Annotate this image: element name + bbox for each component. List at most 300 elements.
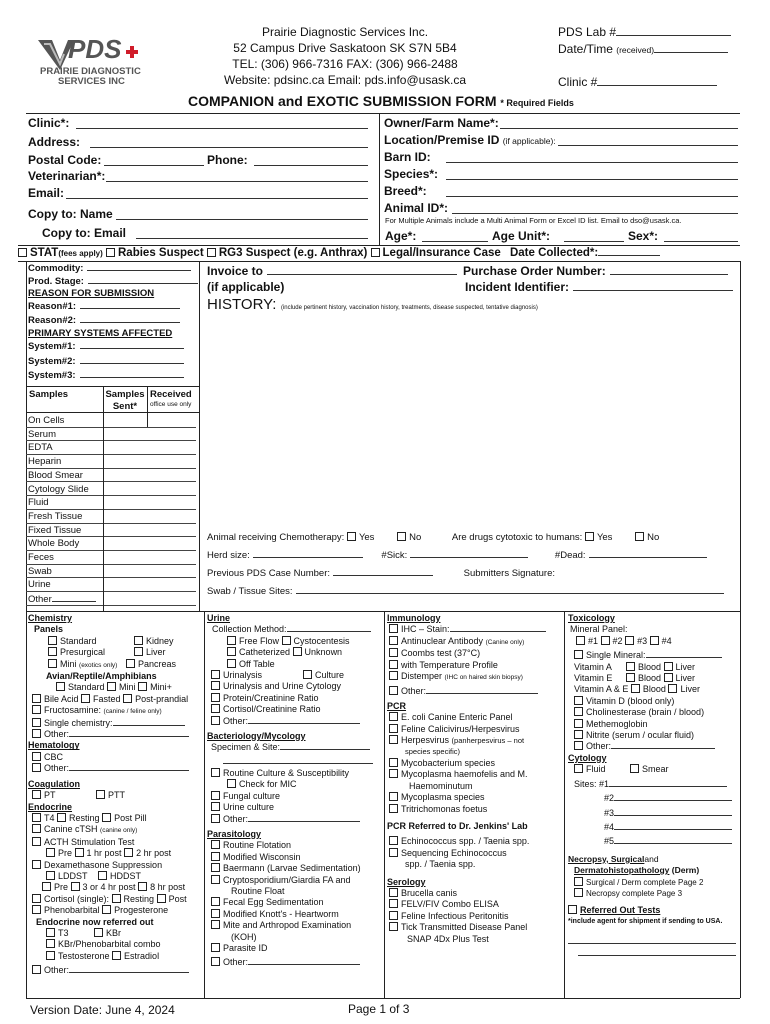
copy-name-field[interactable] — [116, 219, 368, 220]
logo-subtitle-1: PRAIRIE DIAGNOSTIC — [40, 66, 141, 77]
lab-number-field[interactable] — [616, 35, 731, 36]
sample-label: Whole Body — [28, 538, 80, 550]
immuno-other-field[interactable] — [426, 693, 538, 694]
systems-title: PRIMARY SYSTEMS AFFECTED — [28, 327, 173, 339]
dex-checkbox[interactable] — [32, 860, 41, 869]
system3-field[interactable] — [80, 377, 184, 378]
acth-2hr-checkbox[interactable] — [124, 848, 133, 857]
estradiol-checkbox[interactable] — [112, 951, 121, 960]
mineral1-label: #1 — [588, 635, 599, 646]
clinic-number-field[interactable] — [597, 85, 717, 86]
sample-row[interactable] — [26, 510, 196, 524]
vite-liver-label: Liver — [675, 673, 696, 684]
herpes-checkbox[interactable] — [389, 735, 398, 744]
t3-checkbox[interactable] — [46, 928, 55, 937]
hem-other-checkbox[interactable] — [32, 763, 41, 772]
prot-checkbox[interactable] — [211, 693, 220, 702]
immuno-other-checkbox[interactable] — [389, 686, 398, 695]
single-mineral-checkbox[interactable] — [574, 650, 583, 659]
specimen-label: Specimen & Site: — [211, 742, 281, 753]
referred-field-1[interactable] — [568, 926, 736, 944]
testo-label: Testosterone — [58, 950, 110, 961]
kbr-label: KBr — [106, 927, 122, 938]
fip-label: Feline Infectious Peritonitis — [401, 910, 509, 921]
acth-label: ACTH Stimulation Test — [44, 836, 135, 847]
seq-checkbox[interactable] — [389, 848, 398, 857]
mineral2-checkbox[interactable] — [601, 636, 610, 645]
dead-field[interactable] — [589, 557, 707, 558]
sample-row[interactable] — [26, 483, 196, 497]
prev-case-field[interactable] — [333, 575, 433, 576]
single-chem-field[interactable] — [113, 725, 185, 726]
chol-checkbox[interactable] — [574, 707, 583, 716]
acth-1hr-checkbox[interactable] — [75, 848, 84, 857]
location-field[interactable] — [558, 145, 738, 146]
chem-liver-checkbox[interactable] — [134, 647, 143, 656]
chem-other-field[interactable] — [69, 736, 189, 737]
system2-field[interactable] — [80, 363, 184, 364]
sample-label: Fixed Tissue — [28, 524, 82, 536]
surgical-label: Surgical / Derm complete Page 2 — [586, 877, 704, 887]
cytotoxic-yes-checkbox[interactable] — [585, 532, 594, 541]
seq-label-2: spp. / Taenia spp. — [405, 859, 476, 870]
ana-checkbox[interactable] — [389, 636, 398, 645]
baer-checkbox[interactable] — [211, 863, 220, 872]
echino-checkbox[interactable] — [389, 836, 398, 845]
baer-label: Baermann (Larvae Sedimentation) — [223, 863, 361, 874]
fluid-checkbox[interactable] — [574, 764, 583, 773]
fungal-checkbox[interactable] — [211, 791, 220, 800]
prog-checkbox[interactable] — [102, 905, 111, 914]
mineral-label: Mineral Panel: — [570, 624, 628, 635]
mite-checkbox[interactable] — [211, 920, 220, 929]
sample-row[interactable] — [26, 537, 196, 551]
avian-standard-checkbox[interactable] — [56, 682, 65, 691]
fecal-label: Fecal Egg Sedimentation — [223, 897, 324, 908]
rg3-checkbox[interactable] — [207, 248, 216, 257]
dex-pre-checkbox[interactable] — [42, 882, 51, 891]
avian-miniplus-checkbox[interactable] — [138, 682, 147, 691]
chem-kidney-checkbox[interactable] — [134, 636, 143, 645]
cortisol-post-checkbox[interactable] — [157, 894, 166, 903]
sample-row[interactable] — [26, 565, 196, 579]
age-unit-label: Age Unit*: — [492, 229, 550, 243]
herd-field[interactable] — [253, 557, 363, 558]
cbc-checkbox[interactable] — [32, 752, 41, 761]
cath-checkbox[interactable] — [227, 647, 236, 656]
owner-field[interactable] — [500, 128, 738, 129]
chem-pancreas-label: Pancreas — [138, 658, 177, 669]
age-field[interactable] — [422, 241, 488, 242]
mic-checkbox[interactable] — [227, 779, 236, 788]
specimen-field[interactable] — [280, 749, 370, 750]
dex-8hr-label: 8 hr post — [150, 882, 186, 893]
culture-label: Culture — [315, 670, 345, 681]
datetime-field[interactable] — [654, 52, 728, 53]
history-textarea[interactable] — [205, 314, 735, 526]
offtable-label: Off Table — [239, 658, 275, 669]
t4-checkbox[interactable] — [32, 813, 41, 822]
fip-checkbox[interactable] — [389, 911, 398, 920]
po-label: Purchase Order Number: — [463, 264, 606, 278]
sample-label: Fresh Tissue — [28, 510, 83, 522]
if-applicable-label: (if applicable) — [207, 280, 285, 294]
age-unit-field[interactable] — [564, 241, 624, 242]
t3-label: T3 — [58, 927, 69, 938]
viteae-label: Vitamin A & E — [574, 684, 629, 695]
testo-checkbox[interactable] — [46, 951, 55, 960]
sample-row[interactable] — [26, 455, 196, 469]
tritri-checkbox[interactable] — [389, 804, 398, 813]
chemo-label: Animal receiving Chemotherapy: — [207, 532, 345, 543]
knott-checkbox[interactable] — [211, 909, 220, 918]
mineral4-checkbox[interactable] — [650, 636, 659, 645]
veterinarian-field[interactable] — [106, 181, 368, 182]
urine-other-checkbox[interactable] — [211, 716, 220, 725]
species-field[interactable] — [446, 179, 738, 180]
immuno-title: Immunology — [387, 613, 441, 623]
chem-liver-label: Liver — [146, 647, 166, 658]
fcv-checkbox[interactable] — [389, 724, 398, 733]
swab-sites-field[interactable] — [296, 593, 724, 594]
crypto-label-2: Routine Float — [231, 885, 285, 896]
coombs-label: Coombs test (37°C) — [401, 648, 481, 659]
fluid-label: Fluid — [586, 764, 606, 775]
panels-label: Panels — [34, 624, 64, 635]
endo-other-checkbox[interactable] — [32, 965, 41, 974]
referred-checkbox[interactable] — [568, 905, 577, 914]
single-mineral-label: Single Mineral: — [586, 650, 646, 661]
necro-title: Necropsy, Surgical — [568, 853, 645, 864]
bile-acid-checkbox[interactable] — [32, 694, 41, 703]
invoice-label: Invoice to — [207, 264, 264, 278]
copy-email-label: Copy to: Email — [42, 226, 127, 240]
signature-label: Submitters Signature: — [463, 568, 556, 579]
acth-1hr-label: 1 hr post — [86, 848, 122, 859]
mite-label-2: (KOH) — [231, 931, 257, 942]
cbc-label: CBC — [44, 751, 64, 762]
rabies-checkbox[interactable] — [106, 248, 115, 257]
mycos-checkbox[interactable] — [389, 792, 398, 801]
temp-checkbox[interactable] — [389, 660, 398, 669]
history-label: HISTORY: — [207, 296, 277, 313]
copy-email-field[interactable] — [136, 238, 368, 239]
avian-miniplus-label: Mini+ — [150, 682, 172, 693]
system1-field[interactable] — [80, 348, 184, 349]
collected-label: Date Collected*: — [509, 247, 599, 259]
site2-label: #2 — [604, 793, 615, 804]
stat-label: STAT — [30, 247, 59, 259]
herpes-label: Herpesvirus — [401, 735, 450, 746]
sample-row[interactable] — [26, 578, 196, 592]
site1-field[interactable] — [609, 786, 727, 787]
mycoh-label: Mycoplasma haemofelis and M. — [401, 769, 528, 780]
bact-other-field[interactable] — [248, 821, 360, 822]
prod-stage-field[interactable] — [88, 283, 198, 284]
sample-label: On Cells — [28, 415, 65, 426]
prot-label: Protein/Creatinine Ratio — [223, 692, 319, 703]
myco-label: Mycobacterium species — [401, 757, 496, 768]
ptt-checkbox[interactable] — [96, 790, 105, 799]
hem-other-label: Other: — [44, 763, 70, 774]
bact-other-checkbox[interactable] — [211, 814, 220, 823]
dex-8hr-checkbox[interactable] — [138, 882, 147, 891]
ctsh-label: Canine cTSH — [44, 824, 98, 835]
sample-row[interactable] — [26, 414, 196, 428]
logo-subtitle-2: SERVICES INC — [58, 76, 125, 87]
site3-field[interactable] — [614, 815, 732, 816]
t4-resting-checkbox[interactable] — [57, 813, 66, 822]
smear-checkbox[interactable] — [630, 764, 639, 773]
tritri-label: Tritrichomonas foetus — [401, 803, 488, 814]
pt-checkbox[interactable] — [32, 790, 41, 799]
kbr-pheno-checkbox[interactable] — [46, 939, 55, 948]
cortisol-label: Cortisol (single): — [44, 893, 110, 904]
incident-field[interactable] — [573, 290, 733, 291]
stat-note: (fees apply) — [58, 249, 103, 258]
felv-checkbox[interactable] — [389, 899, 398, 908]
sample-row[interactable] — [26, 592, 196, 606]
chem-presurgical-checkbox[interactable] — [48, 647, 57, 656]
sample-row[interactable] — [26, 428, 196, 442]
specimen-field-2[interactable] — [223, 754, 373, 764]
reason1-field[interactable] — [80, 308, 180, 309]
chem-mini-label: Mini — [60, 658, 77, 669]
brucella-checkbox[interactable] — [389, 888, 398, 897]
cysto-checkbox[interactable] — [282, 636, 291, 645]
mineral2-label: #2 — [612, 635, 623, 646]
t4-postpill-label: Post Pill — [114, 812, 147, 823]
chemo-yes-label: Yes — [358, 532, 375, 543]
hddst-checkbox[interactable] — [98, 871, 107, 880]
necro-and: and — [644, 853, 659, 864]
chem-standard-checkbox[interactable] — [48, 636, 57, 645]
urinalysis-checkbox[interactable] — [211, 670, 220, 679]
sex-field[interactable] — [664, 241, 738, 242]
dex-34hr-checkbox[interactable] — [71, 882, 80, 891]
surgical-checkbox[interactable] — [574, 877, 583, 886]
acth-checkbox[interactable] — [32, 837, 41, 846]
reason2-field[interactable] — [80, 322, 180, 323]
po-field[interactable] — [610, 274, 728, 275]
wisc-checkbox[interactable] — [211, 852, 220, 861]
seq-label: Sequencing Echinococcus — [401, 847, 507, 858]
lab-number-label: PDS Lab # — [558, 25, 617, 39]
endo-other-field[interactable] — [69, 972, 189, 973]
coombs-checkbox[interactable] — [389, 648, 398, 657]
viteae-liver-checkbox[interactable] — [668, 684, 677, 693]
fructosamine-note: (canine / feline only) — [103, 708, 162, 716]
postal-code-field[interactable] — [104, 165, 204, 166]
site4-field[interactable] — [614, 829, 732, 830]
distemper-note: (IHC on haired skin biopsy) — [444, 674, 523, 682]
mineral1-checkbox[interactable] — [576, 636, 585, 645]
ihc-field[interactable] — [450, 631, 546, 632]
viteae-blood-checkbox[interactable] — [631, 684, 640, 693]
ctsh-note: (canine only) — [100, 827, 138, 835]
received-header: Received — [150, 389, 192, 400]
hematology-title: Hematology — [28, 740, 80, 751]
tick-checkbox[interactable] — [389, 922, 398, 931]
necro-complete-label: Necropsy complete Page 3 — [586, 888, 683, 898]
temp-label: with Temperature Profile — [401, 659, 498, 670]
mycoh-checkbox[interactable] — [389, 769, 398, 778]
bile-acid-label: Bile Acid — [44, 693, 79, 704]
pt-label: PT — [44, 790, 56, 801]
referred-field-2[interactable] — [578, 944, 736, 956]
clinic-field[interactable] — [76, 128, 368, 129]
urine-other-field[interactable] — [248, 723, 360, 724]
nitrite-checkbox[interactable] — [574, 730, 583, 739]
necro-complete-checkbox[interactable] — [574, 888, 583, 897]
fasted-checkbox[interactable] — [81, 694, 90, 703]
postprandial-checkbox[interactable] — [123, 694, 132, 703]
breed-field[interactable] — [446, 196, 738, 197]
logo-wordmark: PDS — [68, 34, 122, 64]
cytotoxic-no-checkbox[interactable] — [635, 532, 644, 541]
pheno-checkbox[interactable] — [32, 905, 41, 914]
commodity-label: Commodity: — [28, 263, 84, 274]
distemper-checkbox[interactable] — [389, 671, 398, 680]
mite-label: Mite and Arthropod Examination — [223, 920, 352, 931]
phone-field[interactable] — [254, 165, 368, 166]
fcv-label: Feline Calicivirus/Herpesvirus — [401, 723, 520, 734]
sex-label: Sex*: — [628, 229, 659, 243]
para-other-label: Other: — [223, 957, 249, 968]
stat-checkbox[interactable] — [18, 248, 27, 257]
para-other-checkbox[interactable] — [211, 957, 220, 966]
invoice-field[interactable] — [267, 274, 457, 275]
kbr-checkbox[interactable] — [94, 928, 103, 937]
myco-checkbox[interactable] — [389, 758, 398, 767]
ihc-label: IHC – Stain: — [401, 624, 450, 635]
ua-cyto-label: Urinalysis and Urine Cytology — [223, 681, 342, 692]
cortisol-resting-checkbox[interactable] — [112, 894, 121, 903]
location-note: (if applicable): — [502, 136, 556, 146]
chem-kidney-label: Kidney — [146, 635, 174, 646]
vita-blood-label: Blood — [638, 661, 662, 672]
sick-field[interactable] — [410, 557, 528, 558]
sample-label: Blood Smear — [28, 469, 83, 481]
address-field[interactable] — [90, 147, 368, 148]
single-chem-label: Single chemistry: — [44, 717, 113, 728]
urine-culture-checkbox[interactable] — [211, 802, 220, 811]
office-use-note: office use only — [150, 401, 192, 408]
fungal-label: Fungal culture — [223, 790, 281, 801]
unknown-checkbox[interactable] — [293, 647, 302, 656]
urine-culture-label: Urine culture — [223, 802, 275, 813]
viteae-liver-label: Liver — [680, 684, 700, 695]
sero-title: Serology — [387, 876, 426, 887]
ctsh-checkbox[interactable] — [32, 824, 41, 833]
ua-cyto-checkbox[interactable] — [211, 681, 220, 690]
commodity-field[interactable] — [87, 270, 191, 271]
prod-stage-label: Prod. Stage: — [28, 275, 84, 287]
smear-label: Smear — [642, 764, 669, 775]
site5-label: #5 — [604, 836, 615, 847]
site5-field[interactable] — [614, 843, 732, 844]
freeflow-checkbox[interactable] — [227, 636, 236, 645]
flot-checkbox[interactable] — [211, 840, 220, 849]
vita-blood-checkbox[interactable] — [626, 662, 635, 671]
sample-row[interactable] — [26, 551, 196, 565]
ihc-checkbox[interactable] — [389, 624, 398, 633]
distemper-label: Distemper — [401, 671, 443, 682]
vita-liver-checkbox[interactable] — [664, 662, 673, 671]
vite-liver-checkbox[interactable] — [664, 673, 673, 682]
vite-blood-checkbox[interactable] — [626, 673, 635, 682]
sample-row[interactable] — [26, 524, 196, 538]
fructosamine-checkbox[interactable] — [32, 705, 41, 714]
cortisol-checkbox[interactable] — [32, 894, 41, 903]
culture-checkbox[interactable] — [303, 670, 312, 679]
offtable-checkbox[interactable] — [227, 659, 236, 668]
herd-label: Herd size: — [207, 550, 250, 561]
chem-pancreas-checkbox[interactable] — [126, 659, 135, 668]
cysto-label: Cystocentesis — [293, 635, 350, 646]
hem-other-field[interactable] — [69, 770, 189, 771]
single-chem-checkbox[interactable] — [32, 718, 41, 727]
chem-other-checkbox[interactable] — [32, 729, 41, 738]
mineral3-label: #3 — [637, 635, 648, 646]
org-phone: TEL: (306) 966-7316 FAX: (306) 966-2488 — [232, 57, 458, 71]
ana-note: (Canine only) — [485, 638, 525, 646]
mineral3-checkbox[interactable] — [625, 636, 634, 645]
sample-row[interactable] — [26, 496, 196, 510]
chemo-yes-checkbox[interactable] — [347, 532, 356, 541]
collected-field[interactable] — [598, 255, 660, 256]
sample-row[interactable] — [26, 469, 196, 483]
lddst-checkbox[interactable] — [46, 871, 55, 880]
flot-label: Routine Flotation — [223, 840, 292, 851]
para-other-field[interactable] — [248, 964, 360, 965]
cort-ratio-checkbox[interactable] — [211, 704, 220, 713]
avian-mini-checkbox[interactable] — [107, 682, 116, 691]
sample-row[interactable] — [26, 441, 196, 455]
legal-checkbox[interactable] — [371, 248, 380, 257]
ecoli-checkbox[interactable] — [389, 712, 398, 721]
barn-field[interactable] — [446, 162, 738, 163]
chol-label: Cholinesterase (brain / blood) — [586, 707, 705, 718]
site2-field[interactable] — [614, 800, 732, 801]
datetime-label: Date/Time — [558, 42, 613, 56]
chem-mini-checkbox[interactable] — [48, 659, 57, 668]
email-field[interactable] — [66, 198, 368, 199]
fecal-checkbox[interactable] — [211, 897, 220, 906]
acth-pre-checkbox[interactable] — [46, 848, 55, 857]
tox-other-field[interactable] — [611, 748, 715, 749]
crypto-checkbox[interactable] — [211, 875, 220, 884]
t4-postpill-checkbox[interactable] — [102, 813, 111, 822]
multi-animal-note: For Multiple Animals include a Multi Animal Form or Excel ID list. Email to dso@usask.ca. — [385, 216, 682, 225]
tox-other-label: Other: — [586, 741, 612, 752]
hddst-label: HDDST — [110, 870, 141, 881]
tox-other-checkbox[interactable] — [574, 741, 583, 750]
collection-field[interactable] — [287, 631, 371, 632]
site3-label: #3 — [604, 807, 615, 818]
routine-culture-checkbox[interactable] — [211, 768, 220, 777]
echino-label: Echinococcus spp. / Taenia spp. — [401, 836, 530, 847]
single-mineral-field[interactable] — [646, 657, 722, 658]
meth-checkbox[interactable] — [574, 719, 583, 728]
cortisol-post-label: Post — [168, 893, 187, 904]
sample-other-field[interactable] — [52, 592, 96, 602]
parasite-id-checkbox[interactable] — [211, 943, 220, 952]
vitd-checkbox[interactable] — [574, 696, 583, 705]
ecoli-label: E. coli Canine Enteric Panel — [401, 712, 513, 723]
chemo-no-checkbox[interactable] — [397, 532, 406, 541]
animal-id-field[interactable] — [452, 213, 738, 214]
